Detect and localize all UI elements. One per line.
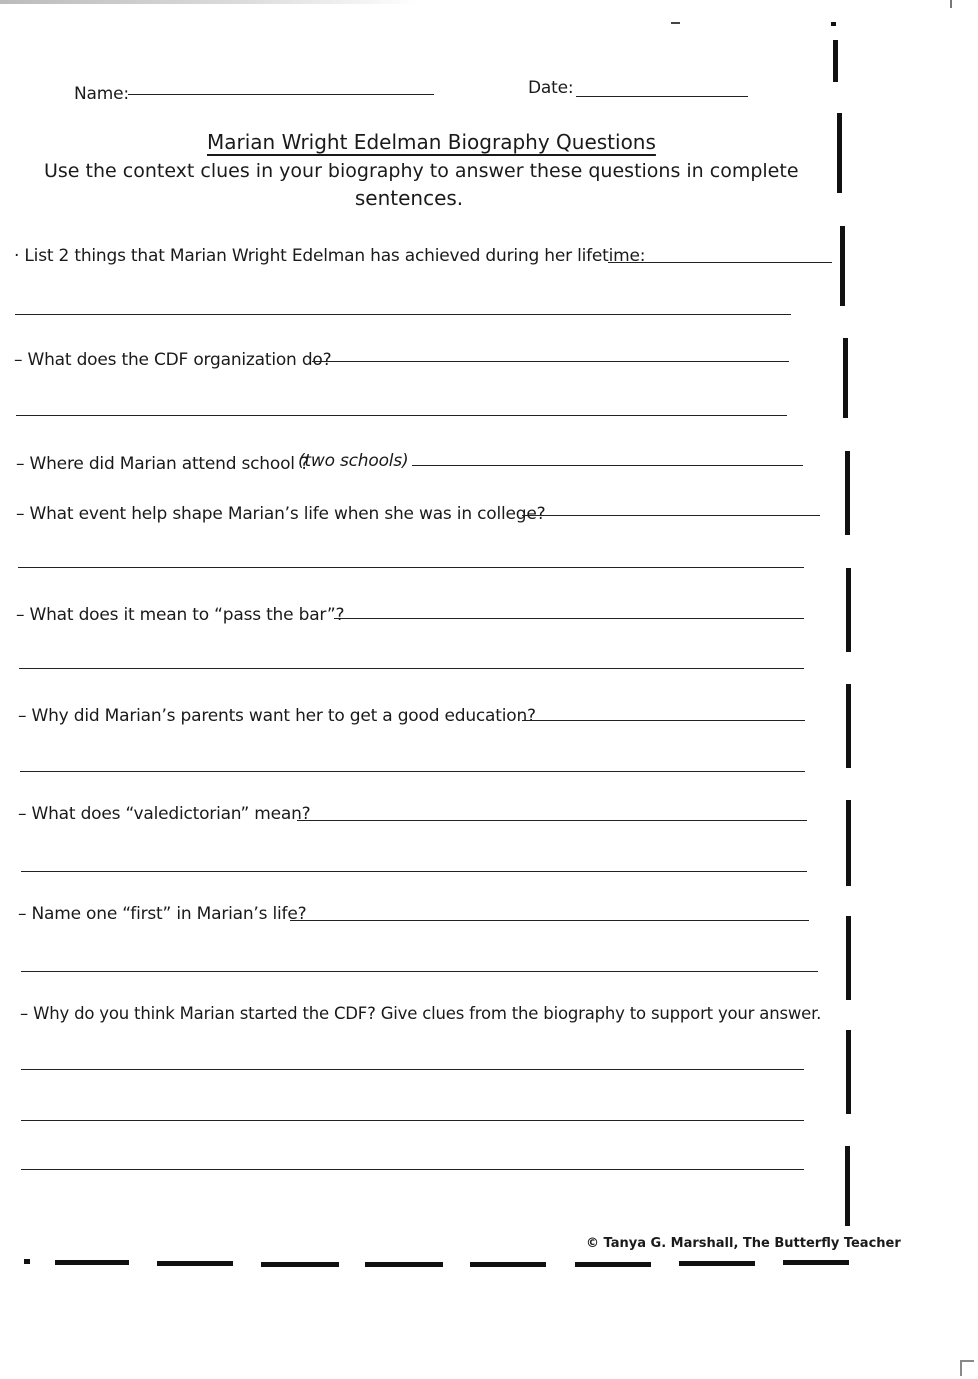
cut-border-dash [846,684,851,768]
answer-line-5a[interactable] [334,618,804,619]
answer-line-6b[interactable] [20,771,805,772]
answer-line-3[interactable] [412,465,803,466]
answer-line-9a[interactable] [21,1069,804,1070]
cut-border-dash [846,1030,851,1114]
cut-border-dash [840,226,845,306]
worksheet-title: Marian Wright Edelman Biography Questions [207,130,656,154]
cut-border-dash [24,1259,30,1264]
cut-border-dash [575,1262,651,1267]
answer-line-1b[interactable] [15,314,791,315]
cut-border-dash [365,1262,443,1267]
question-2: – What does the CDF organization do? [14,350,332,370]
question-3: – Where did Marian attend school ? [16,454,309,474]
question-9: – Why do you think Marian started the CDF? Give clues from the biography to support your answer. [20,1004,822,1023]
name-field[interactable] [128,94,434,95]
answer-line-2b[interactable] [16,415,787,416]
question-8: – Name one “first” in Marian’s life? [18,904,307,924]
cut-border-dash [679,1261,755,1266]
date-field[interactable] [576,96,748,97]
name-label: Name: [74,84,129,104]
date-label: Date: [528,78,574,98]
question-3-note: (two schools) [298,451,409,471]
cut-border-dash [470,1262,546,1267]
copyright-credit: © Tanya G. Marshall, The Butterfly Teacher [586,1236,901,1251]
answer-line-4a[interactable] [522,515,820,516]
answer-line-5b[interactable] [19,668,804,669]
cut-border-dash [845,451,850,535]
scan-mark [960,1360,962,1376]
instructions-line-1: Use the context clues in your biography to answer these questions in complete [44,160,799,182]
cut-border-dash [783,1260,849,1265]
question-5: – What does it mean to “pass the bar”? [16,605,345,625]
cut-border-dash [833,40,838,82]
cut-border-dash [846,568,851,652]
answer-line-8a[interactable] [290,920,809,921]
answer-line-7a[interactable] [297,820,807,821]
answer-line-1a[interactable] [608,262,832,263]
cut-border-dash [261,1262,339,1267]
cut-border-dash [55,1260,129,1265]
answer-line-9c[interactable] [21,1169,804,1170]
answer-line-7b[interactable] [21,871,807,872]
cut-border-dash [846,916,851,1000]
question-6: – Why did Marian’s parents want her to get a good education? [18,706,536,726]
cut-border-dash [845,1146,850,1226]
answer-line-2a[interactable] [312,361,789,362]
answer-line-9b[interactable] [21,1120,804,1121]
answer-line-8b[interactable] [21,971,818,972]
cut-border-dash [843,338,848,418]
cut-border-dash [157,1261,233,1266]
cut-border-dash [831,22,836,26]
scan-edge-shadow [0,0,420,4]
cut-border-dash [837,113,842,193]
answer-line-6a[interactable] [522,720,805,721]
question-4: – What event help shape Marian’s life when she was in college? [16,504,546,524]
question-7: – What does “valedictorian” mean? [18,804,311,824]
scan-mark [671,22,680,24]
cut-border-dash [846,800,851,886]
instructions-line-2: sentences. [354,186,464,210]
scan-mark [950,0,952,8]
question-1: · List 2 things that Marian Wright Edelman has achieved during her lifetime: [14,246,646,266]
scan-mark [960,1360,974,1362]
answer-line-4b[interactable] [18,567,804,568]
